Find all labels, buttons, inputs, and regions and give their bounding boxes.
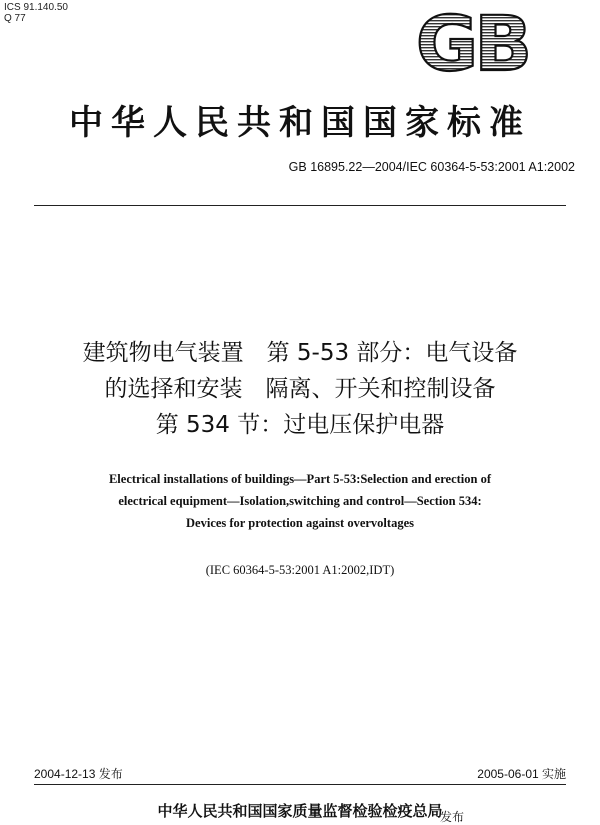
- title-zh-line-3: 第 534 节：过电压保护电器: [155, 412, 445, 438]
- issuer-suffix: 发布: [440, 810, 465, 824]
- gb-logo-text: GB: [415, 8, 529, 76]
- title-en-line-3: Devices for protection against overvoltages: [186, 516, 414, 530]
- gb-logo: [402, 8, 542, 76]
- title-en: [30, 468, 570, 534]
- issuer: 中华人民共和国国家质量监督检验检疫总局: [157, 802, 443, 820]
- implement-date: 2005-06-01 实施: [477, 767, 566, 781]
- title-zh-line-1: 建筑物电气装置 第 5-53 部分：电气设备: [82, 340, 518, 366]
- publish-date: 2004-12-13 发布: [34, 767, 123, 781]
- title-en-line-1: Electrical installations of buildings—Part 5-53:Selection and erection of: [108, 472, 492, 486]
- ics-code: ICS 91.140.50: [4, 2, 68, 13]
- equivalence-note: (IEC 60364-5-53:2001 A1:2002,IDT): [205, 563, 395, 577]
- bottom-divider: [34, 784, 566, 785]
- classification-codes: [4, 2, 68, 24]
- title-en-line-2: electrical equipment—Isolation,switching and control—Section 534:: [118, 494, 482, 508]
- standard-number: GB 16895.22—2004/IEC 60364-5-53:2001 A1:2002: [288, 160, 575, 174]
- ccs-code: Q 77: [4, 13, 26, 24]
- title-zh-line-2: 的选择和安装 隔离、开关和控制设备: [104, 376, 496, 402]
- top-divider: [34, 205, 566, 206]
- standard-title: 中华人民共和国国家标准: [69, 103, 531, 143]
